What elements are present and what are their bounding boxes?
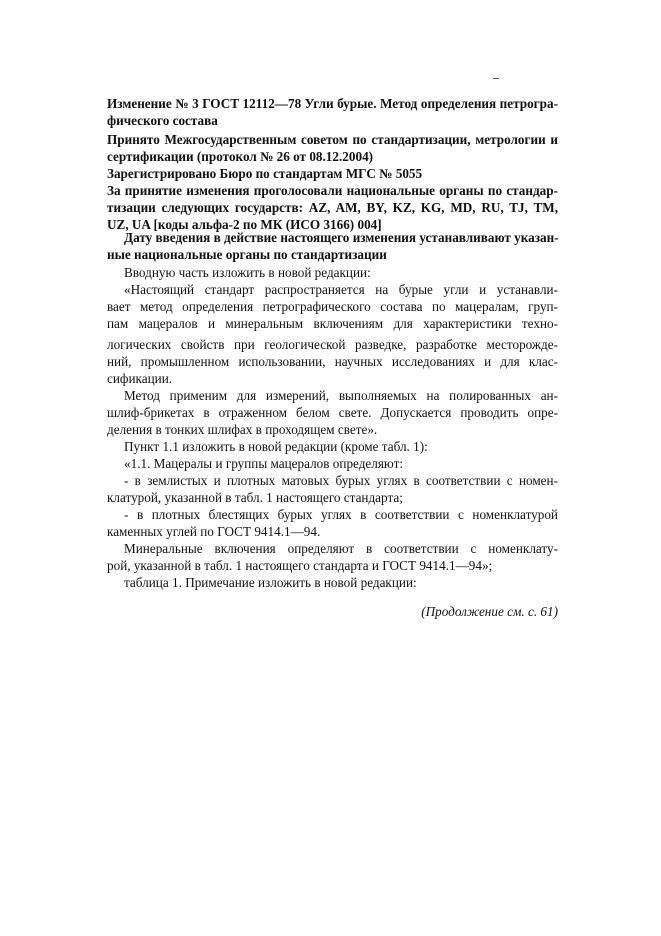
date-statement bbox=[107, 229, 558, 263]
adopted-line-1: Принято Межгосударственным советом по стандартизации, метрологии и bbox=[107, 132, 558, 147]
intro-line: Вводную часть изложить в новой редакции: bbox=[124, 265, 371, 280]
p8-line-2: рой, указанной в табл. 1 настоящего стандарта и ГОСТ 9414.1—94»; bbox=[107, 558, 493, 573]
title-line-2: фического состава bbox=[107, 113, 218, 128]
scan-mark bbox=[493, 78, 499, 79]
registration-block bbox=[107, 165, 558, 233]
adopted-line-2: сертификации (протокол № 26 от 08.12.2004) bbox=[107, 149, 374, 164]
p9-line: таблица 1. Примечание изложить в новой редакции: bbox=[124, 575, 417, 590]
p2-line-2: ний, промышленном использовании, научных исследованиях и для клас- bbox=[107, 354, 558, 369]
p5-line: «1.1. Мацералы и группы мацералов определяют: bbox=[124, 456, 404, 471]
p3-line-2: шлиф-брикетах в отраженном белом свете. Допускается проводить опре- bbox=[107, 405, 558, 420]
p1-line-3: пам мацералов и минеральным включениям для характеристики техно- bbox=[107, 316, 558, 331]
p2-line-3: сификации. bbox=[107, 371, 173, 386]
voted-line-2: тизации следующих государств: AZ, AM, BY, KZ, KG, MD, RU, TJ, TM, bbox=[107, 200, 558, 215]
p3-line-3: деления в тонких шлифах в проходящем свете». bbox=[107, 422, 378, 437]
body-part-2 bbox=[107, 336, 558, 591]
p4-line: Пункт 1.1 изложить в новой редакции (кроме табл. 1): bbox=[124, 439, 428, 454]
date-line-2: ные национальные органы по стандартизации bbox=[107, 247, 387, 262]
voted-line-1: За принятие изменения проголосовали национальные органы по стандар- bbox=[107, 183, 558, 198]
p7-line-1: - в плотных блестящих бурых углях в соответствии с номенклатурой bbox=[124, 507, 558, 522]
p6-line-1: - в землистых и плотных матовых бурых углях в соответствии с номен- bbox=[124, 473, 558, 488]
p8-line-1: Минеральные включения определяют в соответствии с номенклату- bbox=[124, 541, 558, 556]
continuation-note: (Продолжение см. с. 61) bbox=[421, 604, 558, 619]
p2-line-1: логических свойств при геологической разведке, разработке месторожде- bbox=[107, 337, 558, 352]
title-line-1: Изменение № 3 ГОСТ 12112—78 Угли бурые. Метод определения петрогра- bbox=[107, 96, 558, 111]
p1-line-1: «Настоящий стандарт распространяется на бурые угли и устанавли- bbox=[124, 282, 558, 297]
p1-line-2: вает метод определения петрографического состава по мацералам, груп- bbox=[107, 299, 558, 314]
date-line-1: Дату введения в действие настоящего изменения устанавливают указан- bbox=[124, 230, 559, 245]
p3-line-1: Метод применим для измерений, выполняемых на полированных ан- bbox=[124, 388, 558, 403]
amendment-title bbox=[107, 95, 558, 129]
voted-line-3: UZ, UA [коды альфа-2 по МК (ИСО 3166) 004] bbox=[107, 217, 382, 232]
p6-line-2: клатурой, указанной в табл. 1 настоящего стандарта; bbox=[107, 490, 403, 505]
adopted-statement bbox=[107, 131, 558, 165]
registered-line: Зарегистрировано Бюро по стандартам МГС № 5055 bbox=[107, 166, 423, 181]
body-part-1 bbox=[107, 264, 558, 332]
p7-line-2: каменных углей по ГОСТ 9414.1—94. bbox=[107, 524, 321, 539]
